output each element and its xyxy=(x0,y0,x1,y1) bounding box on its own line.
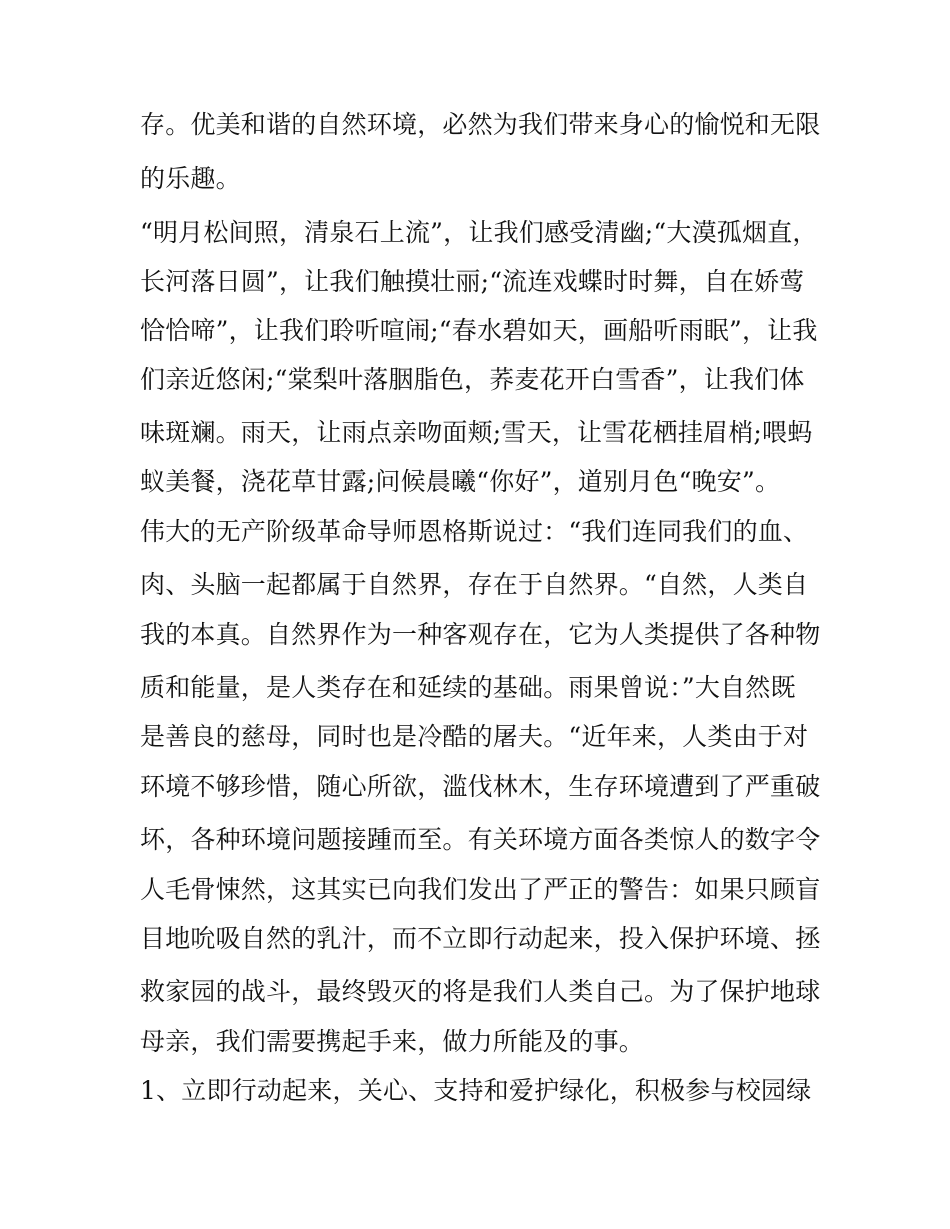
text-line-12: 质和能量，是人类存在和延续的基础。雨果曾说：”大自然既 xyxy=(140,673,796,702)
text-line-1: 存。优美和谐的自然环境，必然为我们带来身心的愉悦和无限 xyxy=(140,110,821,139)
text-line-2: 的乐趣。 xyxy=(140,164,241,193)
text-line-3: “明月松间照，清泉石上流”，让我们感受清幽;“大漠孤烟直， xyxy=(140,218,818,247)
text-line-20: 1、立即行动起来，关心、支持和爱护绿化，积极参与校园绿 xyxy=(140,1076,812,1105)
text-line-5: 恰恰啼”，让我们聆听喧闹;“春水碧如天，画船听雨眠”，让我 xyxy=(140,316,818,345)
text-line-19: 母亲，我们需要携起手来，做力所能及的事。 xyxy=(140,1027,645,1056)
text-line-9: 伟大的无产阶级革命导师恩格斯说过：“我们连同我们的血、 xyxy=(140,517,809,546)
text-line-18: 救家园的战斗，最终毁灭的将是我们人类自己。为了保护地球 xyxy=(140,977,821,1006)
text-line-8: 蚁美餐，浇花草甘露;问候晨曦“你好”，道别月色“晚安”。 xyxy=(140,467,781,496)
text-line-6: 们亲近悠闲;“棠梨叶落胭脂色，荞麦花开白雪香”，让我们体 xyxy=(140,365,805,394)
text-line-17: 目地吮吸自然的乳汁，而不立即行动起来，投入保护环境、拯 xyxy=(140,924,821,953)
text-line-4: 长河落日圆”，让我们触摸壮丽;“流连戏蝶时时舞，自在娇莺 xyxy=(140,267,805,296)
text-line-7: 味斑斓。雨天，让雨点亲吻面颊;雪天，让雪花栖挂眉梢;喂蚂 xyxy=(140,418,813,447)
text-line-15: 坏，各种环境问题接踵而至。有关环境方面各类惊人的数字令 xyxy=(140,825,821,854)
text-line-16: 人毛骨悚然，这其实已向我们发出了严正的警告：如果只顾盲 xyxy=(140,875,821,904)
text-line-14: 环境不够珍惜，随心所欲，滥伐林木，生存环境遭到了严重破 xyxy=(140,772,821,801)
text-line-11: 我的本真。自然界作为一种客观存在，它为人类提供了各种物 xyxy=(140,620,821,649)
text-line-10: 肉、头脑一起都属于自然界，存在于自然界。“自然，人类自 xyxy=(140,570,809,599)
text-line-13: 是善良的慈母，同时也是冷酷的屠夫。“近年来，人类由于对 xyxy=(140,722,809,751)
